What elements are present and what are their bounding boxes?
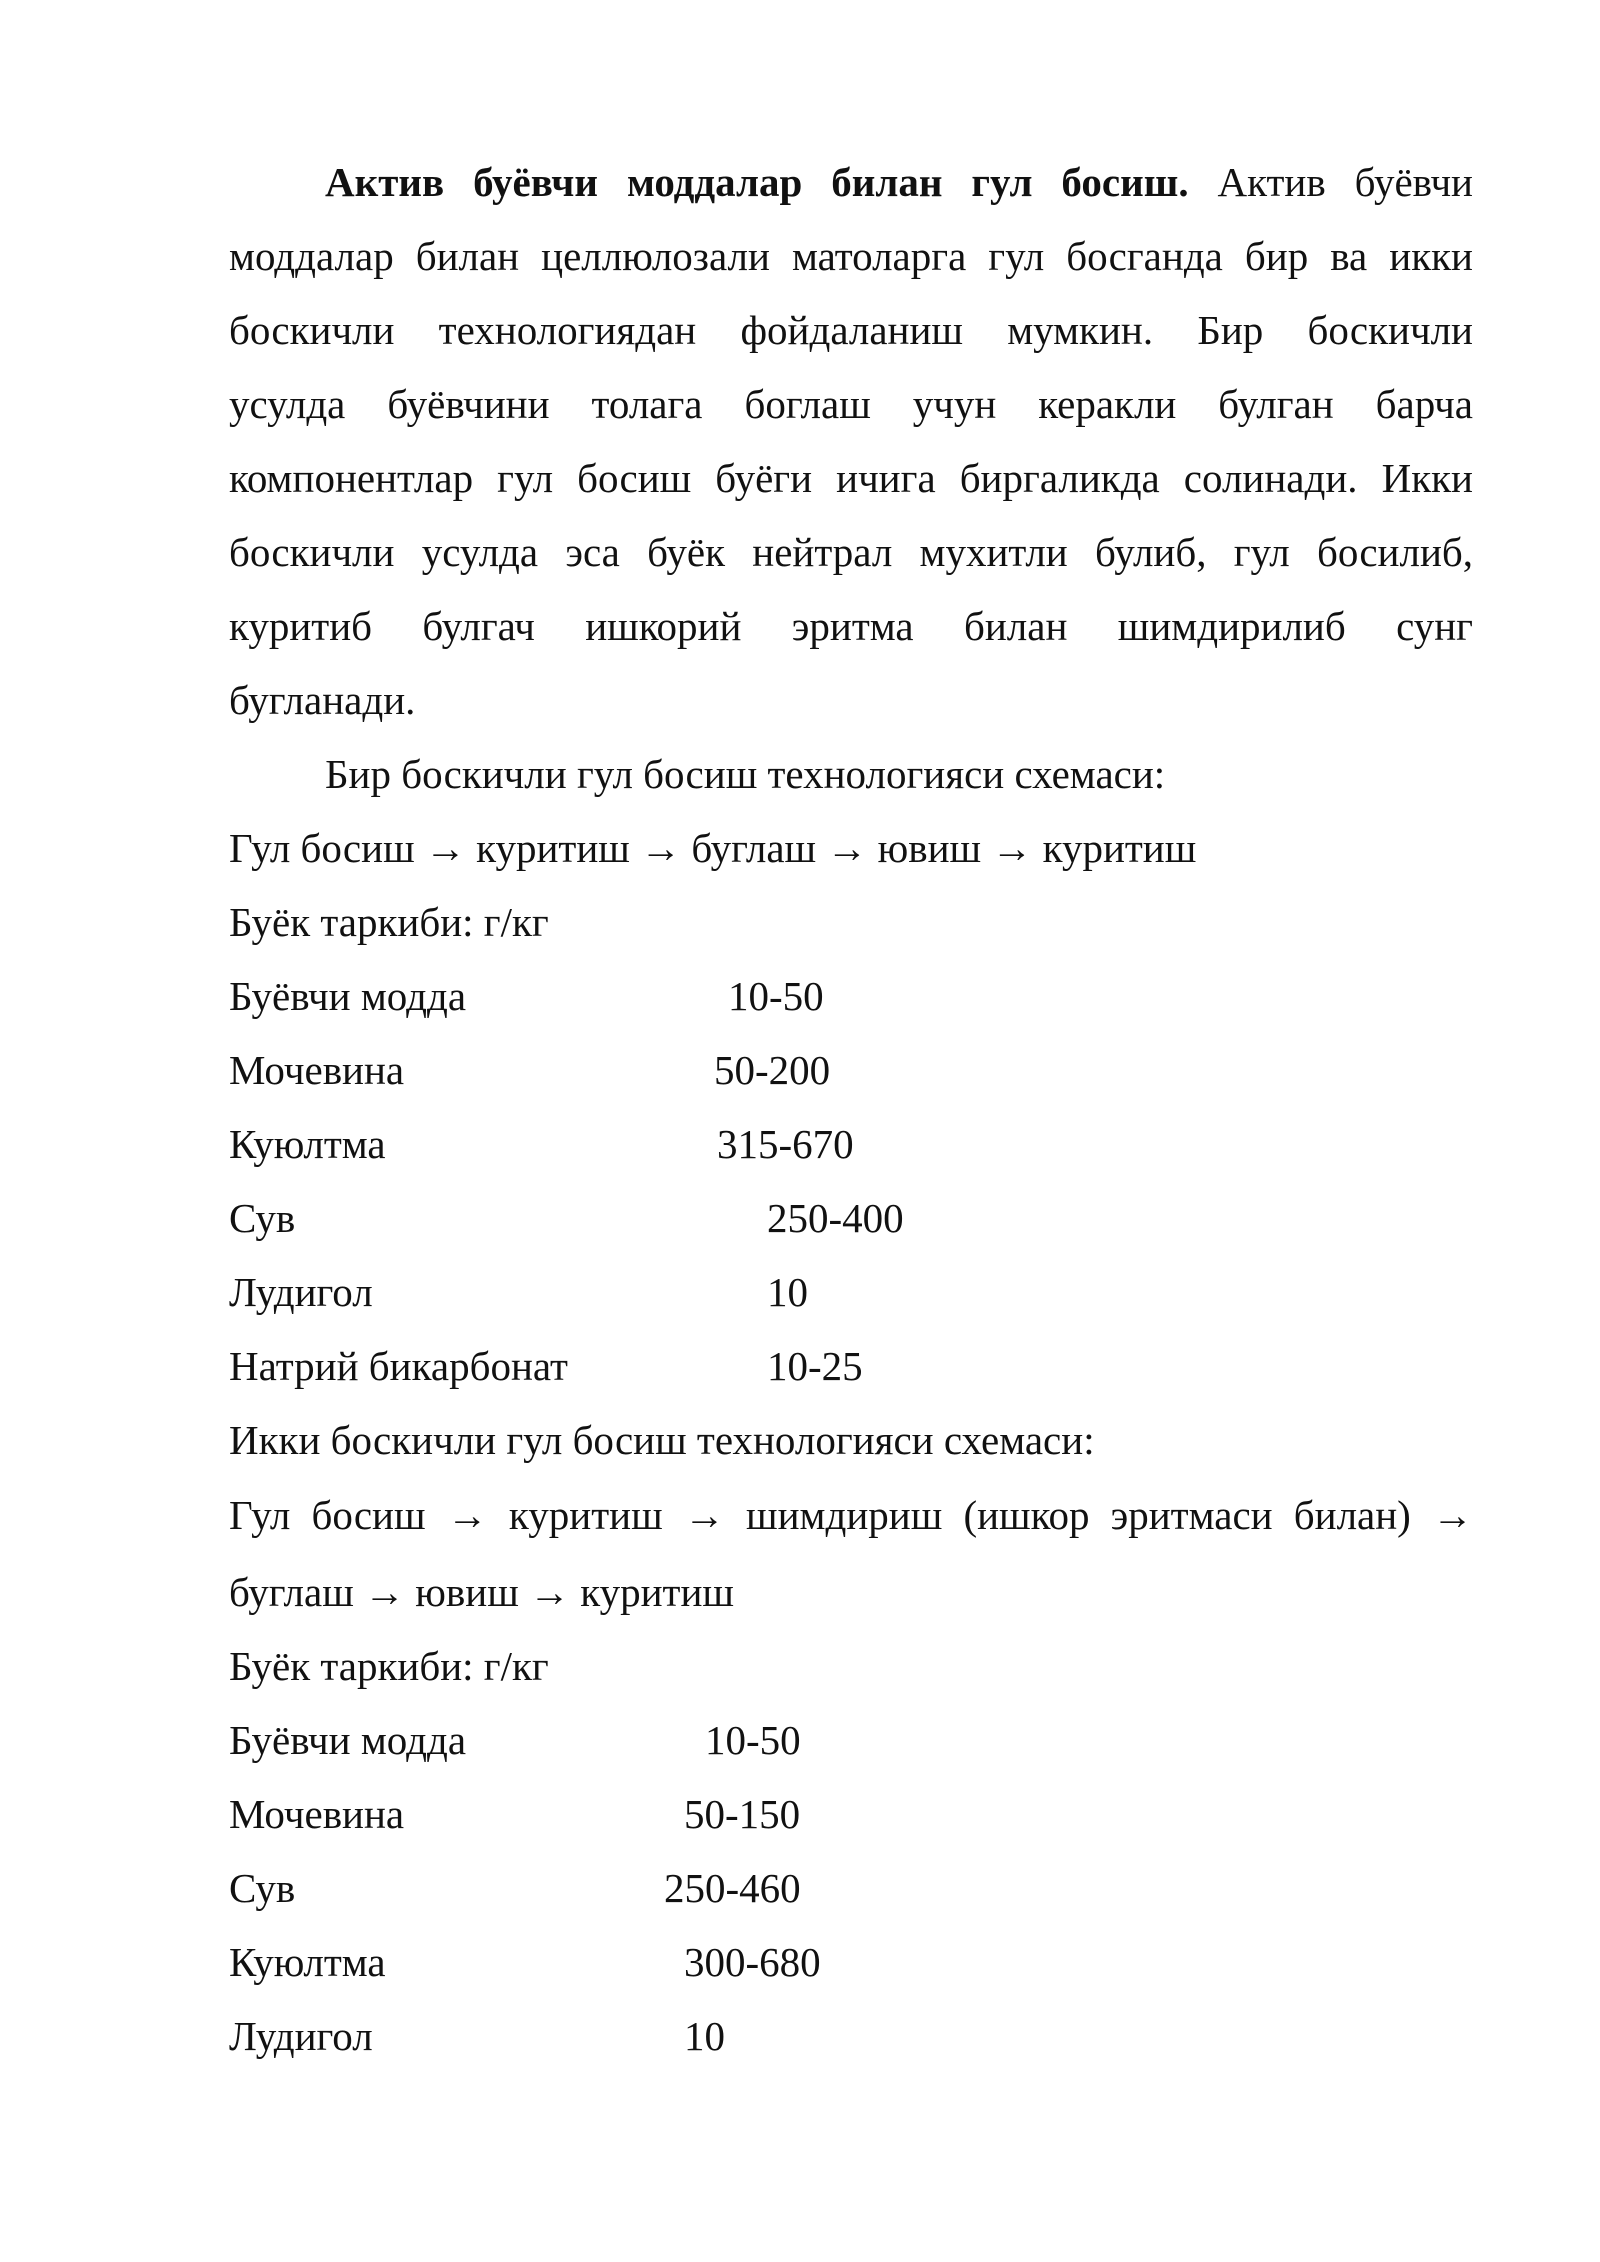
paragraph-text: Актив буёвчи	[1217, 159, 1474, 205]
one-stage-row-name: Мочевина	[229, 1047, 405, 1093]
paragraph-line-5: компонентлар гул босиш буёги ичига биргаликда солинади. Икки	[229, 455, 1473, 501]
two-stage-composition-label: Буёк таркиби: г/кг	[229, 1643, 549, 1689]
one-stage-scheme: Гул босиш → куритиш → буглаш → ювиш → куритиш	[229, 825, 1197, 871]
two-stage-row-name: Куюлтма	[229, 1939, 386, 1985]
two-stage-row-value: 50-150	[684, 1791, 801, 1837]
two-stage-scheme-line-1: Гул босиш → куритиш → шимдириш (ишкор эритмаси билан) →	[229, 1492, 1473, 1538]
one-stage-row-value: 250-400	[767, 1195, 904, 1241]
one-stage-row-name: Сув	[229, 1195, 296, 1241]
one-stage-row-name: Буёвчи модда	[229, 973, 467, 1019]
two-stage-row-value: 300-680	[684, 1939, 821, 1985]
paragraph-line-4: усулда буёвчини толага боглаш учун керакли булган барча	[229, 381, 1473, 427]
two-stage-row-name: Лудигол	[229, 2013, 373, 2059]
two-stage-title: Икки боскичли гул босиш технологияси схемаси:	[229, 1417, 1095, 1463]
one-stage-row-value: 50-200	[714, 1047, 831, 1093]
one-stage-row-value: 315-670	[717, 1121, 854, 1167]
paragraph-line-8: бугланади.	[229, 677, 416, 723]
two-stage-row-name: Буёвчи модда	[229, 1717, 467, 1763]
section-heading: Актив буёвчи моддалар билан гул босиш.	[325, 159, 1189, 205]
paragraph-line-2: моддалар билан целлюлозали матоларга гул босганда бир ва икки	[229, 233, 1473, 279]
paragraph-line-1	[325, 157, 1473, 207]
two-stage-row-value: 250-460	[664, 1865, 801, 1911]
one-stage-composition-label: Буёк таркиби: г/кг	[229, 899, 549, 945]
two-stage-scheme-line-2: буглаш → ювиш → куритиш	[229, 1569, 734, 1615]
one-stage-row-name: Куюлтма	[229, 1121, 386, 1167]
one-stage-row-value: 10	[767, 1269, 808, 1315]
paragraph-line-3: боскичли технологиядан фойдаланиш мумкин. Бир боскичли	[229, 307, 1473, 353]
paragraph-line-6: боскичли усулда эса буёк нейтрал мухитли булиб, гул босилиб,	[229, 529, 1473, 575]
two-stage-row-value: 10	[684, 2013, 725, 2059]
one-stage-row-value: 10-50	[728, 973, 824, 1019]
two-stage-row-value: 10-50	[705, 1717, 801, 1763]
two-stage-row-name: Сув	[229, 1865, 296, 1911]
one-stage-title: Бир боскичли гул босиш технологияси схемаси:	[325, 751, 1166, 797]
one-stage-row-name: Лудигол	[229, 1269, 373, 1315]
two-stage-row-name: Мочевина	[229, 1791, 405, 1837]
one-stage-row-name: Натрий бикарбонат	[229, 1343, 568, 1389]
paragraph-line-7: куритиб булгач ишкорий эритма билан шимдирилиб сунг	[229, 603, 1473, 649]
one-stage-row-value: 10-25	[767, 1343, 863, 1389]
